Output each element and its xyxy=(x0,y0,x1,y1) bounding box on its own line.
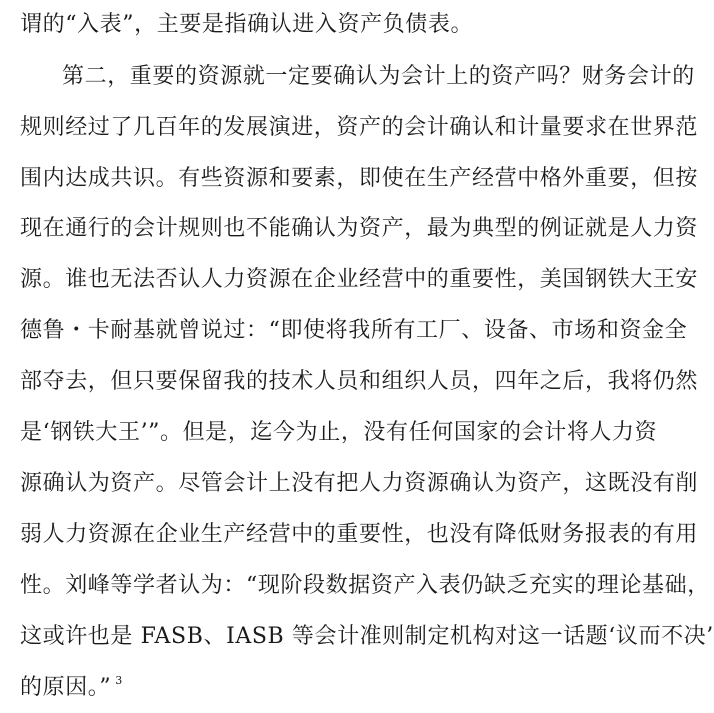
paragraph-line: 性。刘峰等学者认为：“现阶段数据资产入表仍缺乏充实的理论基础， xyxy=(20,573,710,598)
paragraph-line: 这或许也是 FASB、IASB 等会计准则制定机构对这一话题‘议而不决’ xyxy=(20,624,714,649)
paragraph-line: 第二，重要的资源就一定要确认为会计上的资产吗？财务会计的 xyxy=(62,64,695,89)
paragraph-line: 部夺去，但只要保留我的技术人员和组织人员，四年之后，我将仍然 xyxy=(20,369,699,394)
footnote-marker[interactable]: 3 xyxy=(115,674,123,687)
paragraph-line: 源。谁也无法否认人力资源在企业经营中的重要性，美国钢铁大王安 xyxy=(20,267,699,292)
paragraph-line-last xyxy=(20,675,122,704)
paragraph-line: 谓的“入表”，主要是指确认进入资产负债表。 xyxy=(20,12,474,37)
paragraph-line-text: 的原因。” xyxy=(20,675,112,700)
paragraph-line: 源确认为资产。尽管会计上没有把人力资源确认为资产，这既没有削 xyxy=(20,471,699,496)
paragraph-line: 弱人力资源在企业生产经营中的重要性，也没有降低财务报表的有用 xyxy=(20,522,699,547)
paragraph-line: 现在通行的会计规则也不能确认为资产，最为典型的例证就是人力资 xyxy=(20,216,699,241)
paragraph-line: 规则经过了几百年的发展演进，资产的会计确认和计量要求在世界范 xyxy=(20,115,699,140)
paragraph-line: 是‘钢铁大王’”。但是，迄今为止，没有任何国家的会计将人力资 xyxy=(20,420,658,445)
paragraph-line: 德鲁・卡耐基就曾说过：“即使将我所有工厂、设备、市场和资金全 xyxy=(20,318,688,343)
paragraph-line: 围内达成共识。有些资源和要素，即使在生产经营中格外重要，但按 xyxy=(20,166,699,191)
